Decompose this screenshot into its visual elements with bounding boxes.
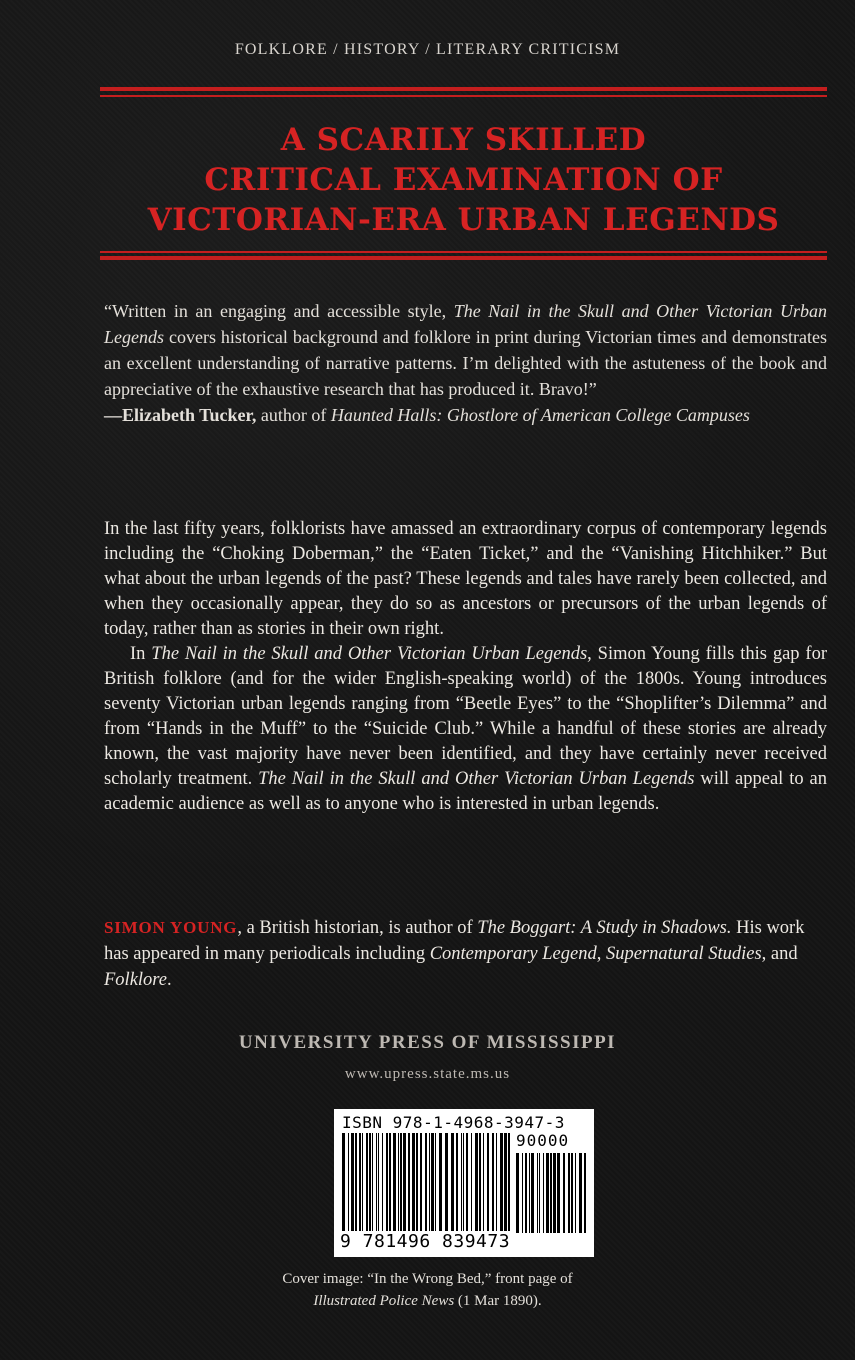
bio-text-3: , [596,944,606,964]
credit-line-1: Cover image: “In the Wrong Bed,” front page of [282,1271,573,1287]
credit-publication: Illustrated Police News [313,1293,455,1309]
book-description [104,517,827,817]
p2-title-2: The Nail in the Skull and Other Victorian Urban Legends [258,769,695,789]
price-code: 90000 [516,1131,570,1150]
addon-barcode-bars [516,1153,588,1233]
p2-title: The Nail in the Skull and Other Victorian Urban Legends [151,644,588,664]
review-quote [104,298,827,428]
quote-book-title: The Nail in the Skull and Other Victorian Urban Legends [104,301,827,347]
quote-open: “Written in an engaging and accessible style, [104,301,454,321]
author-name: SIMON YOUNG [104,918,238,937]
description-paragraph-2 [104,642,827,817]
publisher-website: www.upress.state.ms.us [344,1066,511,1082]
attribution-text: author of [256,405,331,425]
headline-line-1: A SCARILY SKILLED [280,122,647,158]
description-paragraph-1: In the last fifty years, folklorists have amassed an extraordinary corpus of contemporary legends including the “Choking Doberman,” the “Eaten Ticket,” and the “Vanishing Hitchhiker.” But what about the urban legends of the past? These legends and tales have rarely been collected, and when they occasionally appear, they do so as ancestors or precursors of the urban legends of today, rather than as stories in their own right. [104,519,827,639]
reviewer-name: —Elizabeth Tucker, [104,405,257,425]
bio-text-4: , and [761,944,798,964]
isbn-label: ISBN 978-1-4968-3947-3 [342,1113,565,1132]
top-rule-thick [100,87,827,91]
publisher-name: UNIVERSITY PRESS OF MISSISSIPPI [238,1032,617,1053]
bio-periodical-2: Supernatural Studies [605,944,762,964]
quote-body: covers historical background and folklore in print during Victorian times and demonstrates an excellent understanding of narrative patterns. I’m delighted with the astuteness of the book and appreciative of the exhaustive research that has produced it. Bravo!” [104,327,827,399]
credit-line-2 [0,1290,855,1312]
bio-periodical-1: Contemporary Legend [429,944,597,964]
bio-periodical-3: Folklore [104,970,168,990]
reviewer-book: Haunted Halls: Ghostlore of American College Campuses [330,405,750,425]
p2-start: In [130,644,152,664]
bottom-rule-thick [100,256,827,260]
headline-line-3: VICTORIAN-ERA URBAN LEGENDS [147,202,780,238]
headline-line-2: CRITICAL EXAMINATION OF [204,162,723,198]
bio-text-1: , a British historian, is author of [237,918,478,938]
bio-text-2: His work has appeared in many periodicals including [104,918,805,964]
category-line: FOLKLORE / HISTORY / LITERARY CRITICISM [234,41,621,58]
cover-credit [0,1268,855,1312]
author-bio [104,915,827,993]
top-rule-thin [100,95,827,97]
bio-book: The Boggart: A Study in Shadows. [477,918,732,938]
ean-digits: 9 781496 839473 [340,1231,511,1252]
p2-end: will appeal to an academic audience as well as to anyone who is interested in urban legends. [104,769,828,814]
ean-barcode-bars [342,1133,514,1233]
barcode [334,1109,594,1257]
bio-text-5: . [167,970,172,990]
quote-attribution [104,402,827,428]
p2-mid: , Simon Young fills this gap for British folklore (and for the wider English-speaking world) of the 1800s. Young introduces seventy Victorian urban legends ranging from “Beetle Eyes” to the “Shoplifter’s Dilemma” and from “Hands in the Muff” to the “Suicide Club.” While a handful of these stories are already known, the vast majority have never been identified, and they have certainly never received scholarly treatment. [104,644,827,789]
bottom-rule-thin [100,251,827,253]
credit-date: (1 Mar 1890). [454,1293,542,1309]
headline [100,120,827,240]
